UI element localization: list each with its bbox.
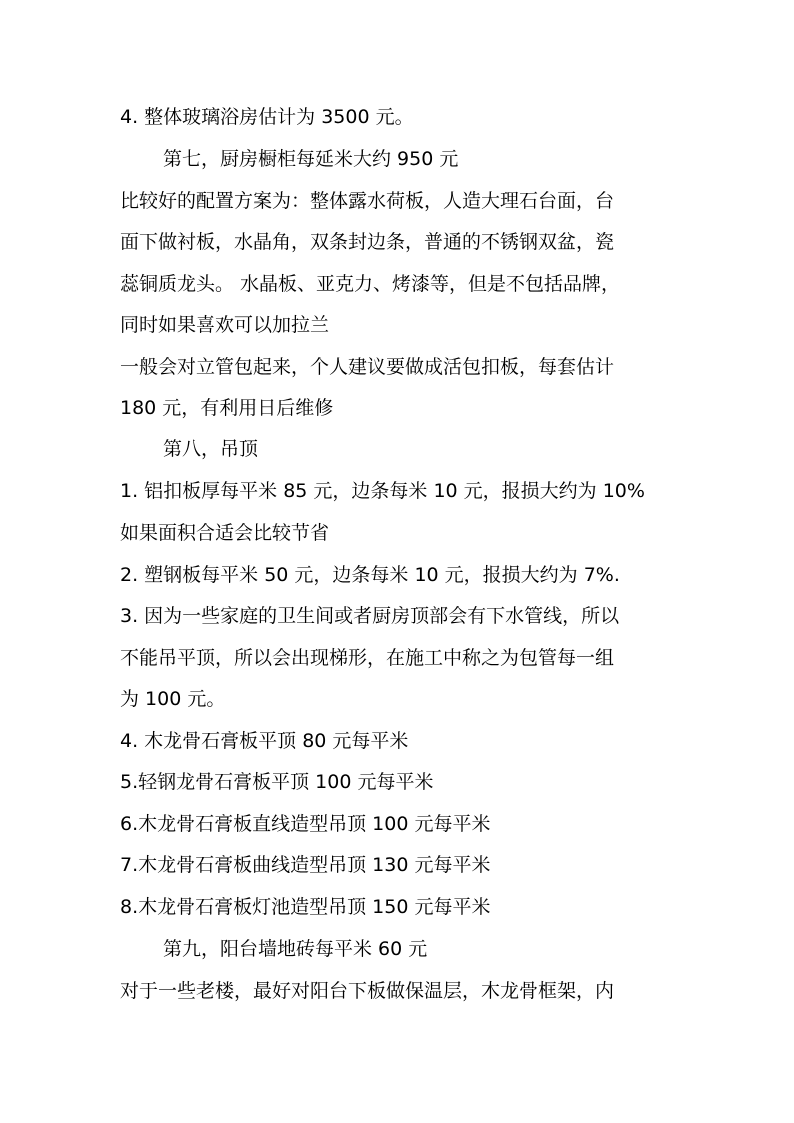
paragraph-line: 不能吊平顶，所以会出现梯形，在施工中称之为包管每一组 [120,647,615,669]
list-item: 3. 因为一些家庭的卫生间或者厨房顶部会有下水管线，所以 [120,605,620,627]
section-heading-seven: 第七，厨房橱柜每延米大约 950 元 [163,148,459,170]
paragraph-line: 4. 整体玻璃浴房估计为 3500 元。 [120,106,414,128]
paragraph-line: 对于一些老楼，最好对阳台下板做保温层，木龙骨框架，内 [120,980,615,1002]
list-item: 7.木龙骨石膏板曲线造型吊顶 130 元每平米 [120,854,491,876]
list-item: 6.木龙骨石膏板直线造型吊顶 100 元每平米 [120,813,491,835]
list-item: 5.轻钢龙骨石膏板平顶 100 元每平米 [120,771,434,793]
paragraph-line: 为 100 元。 [120,688,226,710]
paragraph-line: 如果面积合适会比较节省 [120,522,330,544]
section-heading-eight: 第八，吊顶 [163,438,259,460]
paragraph-line: 180 元，有利用日后维修 [120,397,334,419]
list-item: 4. 木龙骨石膏板平顶 80 元每平米 [120,730,409,752]
list-item: 2. 塑钢板每平米 50 元，边条每米 10 元，报损大约为 7%. [120,564,620,586]
list-item: 8.木龙骨石膏板灯池造型吊顶 150 元每平米 [120,896,491,918]
paragraph-line: 一般会对立管包起来，个人建议要做成活包扣板，每套估计 [120,356,615,378]
paragraph-line: 比较好的配置方案为：整体露水荷板，人造大理石台面，台 [120,190,615,212]
paragraph-line: 蕊铜质龙头。 水晶板、亚克力、烤漆等，但是不包括品牌， [120,273,621,295]
paragraph-line: 面下做衬板，水晶角，双条封边条，普通的不锈钢双盆，瓷 [120,231,615,253]
list-item: 1. 铝扣板厚每平米 85 元，边条每米 10 元，报损大约为 10% [120,480,645,502]
section-heading-nine: 第九，阳台墙地砖每平米 60 元 [163,938,428,960]
paragraph-line: 同时如果喜欢可以加拉兰 [120,314,330,336]
